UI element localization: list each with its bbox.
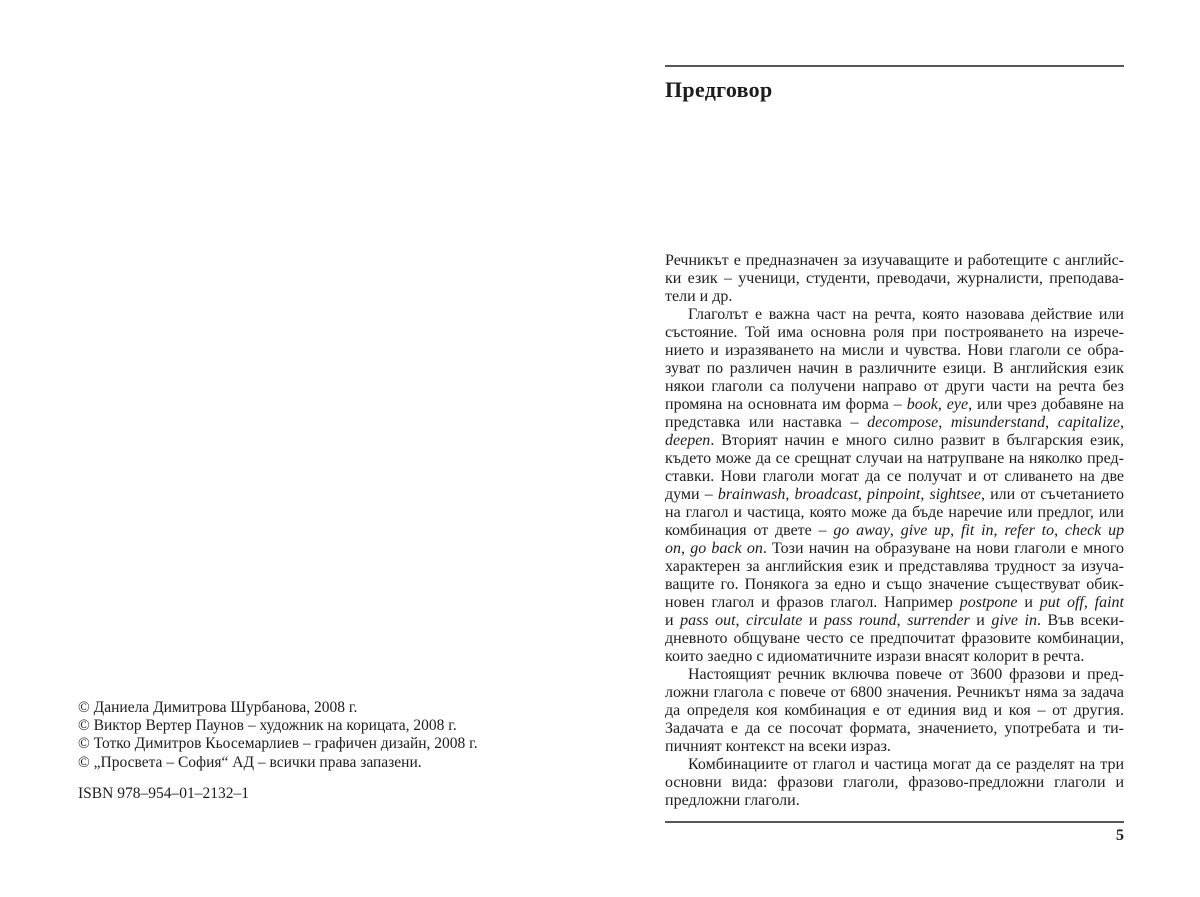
text-line: ложни глагола с повече от 6800 значения. Речникът няма за задача xyxy=(665,684,1124,701)
italic-term: pinpoint xyxy=(867,486,921,503)
text-line: зуват по различен начин в различните езици. В английския език xyxy=(665,360,1124,377)
italic-term: surrender xyxy=(907,612,970,629)
italic-term: fit in xyxy=(960,522,994,539)
text-line: които заедно с идиоматичните изрази внасят колорит в речта. xyxy=(665,648,1085,665)
italic-term: pass out xyxy=(680,612,736,629)
text-line: да определя коя комбинация е от единия вид и коя – от другия. xyxy=(665,702,1124,719)
italic-term: brainwash xyxy=(717,486,786,503)
italic-term: eye xyxy=(946,396,969,413)
text-line: думи – brainwash, broadcast, pinpoint, sightsee, или от съчетанието xyxy=(665,486,1125,503)
copyright-block xyxy=(78,699,478,772)
copyright-line: © Даниела Димитрова Шурбанова, 2008 г. xyxy=(78,699,358,716)
text-line: Задачата е да се посочат формата, значението, употребата и ти- xyxy=(665,720,1124,737)
page-number: 5 xyxy=(1116,827,1124,844)
isbn-line: ISBN 978–954–01–2132–1 xyxy=(78,785,249,802)
text-line: основни вида: фразови глаголи, фразово-предложни глаголи и xyxy=(665,774,1124,791)
header-rule xyxy=(665,65,1124,67)
italic-term: decompose xyxy=(867,414,939,431)
text-line: нието и изразяването на мисли и чувства. Нови глаголи се обра- xyxy=(665,342,1124,359)
text-line: on, go back on. Този начин на образуване на нови глаголи е много xyxy=(665,540,1125,557)
text-line: Настоящият речник включва повече от 3600 фразови и пред- xyxy=(688,666,1124,683)
text-line: на глагол и частица, която може да бъде наречие или предлог, или xyxy=(665,504,1124,521)
italic-term: give up xyxy=(900,522,951,539)
text-line: deepen. Вторият начин е много силно развит в българския език, xyxy=(665,432,1124,449)
italic-term: broadcast xyxy=(794,486,858,503)
copyright-line: © Тотко Димитров Кьосемарлиев – графичен дизайн, 2008 г. xyxy=(78,735,478,753)
copyright-line: © Виктор Вертер Паунов – художник на корицата, 2008 г. xyxy=(78,717,457,735)
preface-body xyxy=(665,252,1124,810)
italic-term: go back on xyxy=(690,540,763,557)
text-line: предложни глаголи. xyxy=(665,792,800,809)
text-line: някои глаголи са получени направо от други части на речта без xyxy=(665,378,1124,395)
text-line: пичният контекст на всеки израз. xyxy=(665,738,891,755)
text-line: състояние. Той има основна роля при построяването на изрече- xyxy=(665,324,1124,341)
copyright-line: © „Просвета – София“ АД – всички права запазени. xyxy=(78,753,422,771)
italic-term: put off xyxy=(1039,594,1084,611)
italic-term: postpone xyxy=(959,594,1018,611)
text-line: новен глагол и фразов глагол. Например postpone и put off, faint xyxy=(665,594,1124,611)
text-line: ващите го. Понякога за едно и също значение съществуват обик- xyxy=(665,576,1124,593)
italic-term: misunderstand xyxy=(950,414,1046,431)
text-line: и pass out, circulate и pass round, surrender и give in. Във всеки- xyxy=(665,612,1125,629)
text-line: Глаголът е важна част на речта, която назовава действие или xyxy=(688,306,1124,323)
text-line: където може да се срещнат случаи на натрупване на няколко пред- xyxy=(665,450,1124,467)
italic-term: book xyxy=(906,396,938,413)
italic-term: sightsee xyxy=(929,486,982,503)
italic-term: faint xyxy=(1094,594,1124,611)
italic-term: circulate xyxy=(746,612,803,629)
footer-rule xyxy=(665,821,1124,823)
italic-term: give in xyxy=(991,612,1037,629)
italic-term: go away xyxy=(833,522,890,539)
italic-term: check up xyxy=(1064,522,1125,539)
italic-term: pass round xyxy=(824,612,897,629)
text-line: комбинация от двете – go away, give up, fit in, refer to, check up xyxy=(665,522,1125,539)
italic-term: on xyxy=(665,540,681,557)
text-line: тели и др. xyxy=(665,288,733,305)
text-line: дневното общуване често се предпочитат фразовите комбинации, xyxy=(665,630,1124,647)
italic-term: deepen xyxy=(665,432,711,449)
chapter-title: Предговор xyxy=(665,77,773,102)
text-line: промяна на основната им форма – book, eye, или чрез добавяне на xyxy=(665,396,1125,413)
italic-term: refer to xyxy=(1004,522,1055,539)
text-line: Речникът е предназначен за изучаващите и работещите с английс- xyxy=(665,252,1124,269)
text-line: ки език – ученици, студенти, преводачи, журналисти, преподава- xyxy=(665,270,1124,287)
right-page xyxy=(665,0,1124,897)
text-line: представка или наставка – decompose, misunderstand, capitalize, xyxy=(665,414,1124,431)
text-line: Комбинациите от глагол и частица могат да се разделят на три xyxy=(688,756,1124,773)
text-line: ставки. Нови глаголи могат да се получат и от сливането на две xyxy=(665,468,1124,485)
italic-term: capitalize xyxy=(1057,414,1120,431)
text-line: характерен за английския език и представлява трудност за изуча- xyxy=(665,558,1124,575)
